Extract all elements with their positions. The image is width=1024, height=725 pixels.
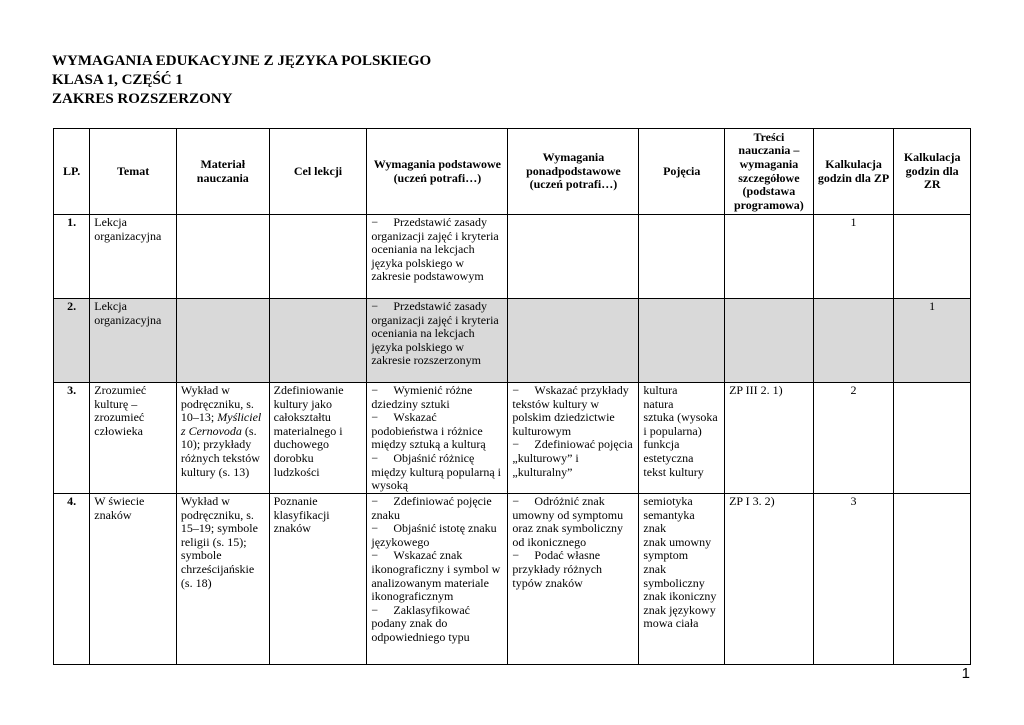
cell-lp: 4.: [54, 494, 90, 665]
cell-temat: W świecie znaków: [90, 494, 177, 665]
podstawowe-item-text: Zdefiniować pojęcie znaku: [371, 494, 492, 522]
podstawowe-item-text: Wskazać podobieństwa i różnice między sztuką a kulturą: [371, 410, 486, 452]
cell-ponadpodstawowe: [508, 383, 639, 494]
ponadpodstawowe-item-text: Odróżnić znak umowny od symptomu oraz znak symboliczny od ikonicznego: [512, 494, 624, 549]
table-row: [54, 494, 971, 665]
cell-podstawowe: [367, 494, 508, 665]
podstawowe-item: [371, 522, 503, 549]
podstawowe-item: [371, 549, 503, 603]
ponadpodstawowe-item-text: Podać własne przykłady różnych typów znaków: [512, 548, 603, 590]
podstawowe-item-text: Objaśnić istotę znaku językowego: [371, 521, 497, 549]
pojecie-item: znak umowny: [643, 534, 712, 549]
cell-material: [176, 215, 269, 299]
header-material: Materiał nauczania: [176, 129, 269, 215]
dash-bullet: −: [371, 494, 379, 508]
ponadpodstawowe-item-text: Zdefiniować pojęcia „kulturowy” i „kulturalny”: [512, 437, 633, 479]
material-italic-title: Myśliciel z Cernovoda: [180, 410, 262, 438]
cell-temat: Zrozumieć kulturę – zrozumieć człowieka: [90, 383, 177, 494]
podstawowe-item: [371, 604, 503, 645]
podstawowe-item-text: Wymienić różne dziedziny sztuki: [371, 383, 473, 411]
cell-pojecia: [639, 383, 725, 494]
dash-bullet: −: [371, 602, 379, 617]
cell-tresci: ZP III 2. 1): [725, 383, 814, 494]
cell-zr: 1: [894, 299, 971, 383]
cell-pojecia: [639, 299, 725, 383]
cell-lp: 2.: [54, 299, 90, 383]
pojecie-item: znak: [643, 521, 667, 536]
header-ponadpodstawowe: [508, 129, 639, 215]
table-body: [54, 215, 971, 665]
cell-zp: [813, 299, 894, 383]
header-zr: Kalkulacja godzin dla ZR: [894, 129, 971, 215]
dash-bullet: −: [512, 494, 520, 508]
title-line-3: ZAKRES ROZSZERZONY: [52, 91, 233, 107]
title-line-1: WYMAGANIA EDUKACYJNE Z JĘZYKA POLSKIEGO: [52, 53, 432, 69]
cell-material: [176, 494, 269, 665]
pojecie-item: semiotyka: [643, 494, 693, 508]
cell-zp: 3: [813, 494, 894, 665]
podstawowe-item: [371, 411, 503, 452]
podstawowe-item-text: Przedstawić zasady organizacji zajęć i kryteria oceniania na lekcjach języka polskiego w zakresie podstawowym: [371, 215, 499, 284]
cell-ponadpodstawowe: [508, 299, 639, 383]
cell-cel: [269, 215, 367, 299]
dash-bullet: −: [371, 410, 379, 425]
pojecie-item: kultura: [643, 383, 678, 397]
dash-bullet: −: [371, 548, 379, 563]
cell-temat: Lekcja organizacyjna: [90, 299, 177, 383]
podstawowe-item: [371, 452, 503, 493]
material-text-tail: (s. 10); przykłady różnych tekstów kultury (s. 13): [180, 423, 260, 479]
podstawowe-item: [371, 495, 503, 522]
cell-lp: 3.: [54, 383, 90, 494]
material-text: Wykład w podręczniku, s. 15–19; symbole religii (s. 15); symbole chrześcijańskie (s. 18): [180, 494, 258, 590]
cell-tresci: [725, 215, 814, 299]
ponadpodstawowe-item: [512, 495, 634, 549]
requirements-table: [53, 128, 971, 665]
pojecie-item: natura: [643, 396, 674, 411]
ponadpodstawowe-item-text: Wskazać przykłady tekstów kultury w polskim dziedzictwie kulturowym: [512, 383, 629, 438]
document-title: [52, 52, 431, 109]
pojecie-item: semantyka: [643, 507, 695, 522]
cell-temat: Lekcja organizacyjna: [90, 215, 177, 299]
pojecie-item: mowa ciała: [643, 616, 699, 631]
podstawowe-item: [371, 384, 503, 411]
title-line-2: KLASA 1, CZĘŚĆ 1: [52, 72, 183, 88]
pojecie-item: znak symboliczny: [643, 561, 705, 590]
cell-pojecia: [639, 215, 725, 299]
header-ponadpodstawowe-note: (uczeń potrafi…): [529, 177, 618, 192]
header-ponadpodstawowe-label: Wymagania ponadpodstawowe: [526, 150, 621, 178]
header-podstawowe-label: Wymagania podstawowe: [373, 156, 501, 171]
header-cel: Cel lekcji: [269, 129, 367, 215]
ponadpodstawowe-item: [512, 384, 634, 438]
header-row: [54, 129, 971, 215]
podstawowe-item-text: Objaśnić różnicę między kulturą popularną i wysoką: [371, 450, 501, 493]
cell-podstawowe: [367, 215, 508, 299]
pojecie-item: znak językowy: [643, 602, 716, 617]
cell-podstawowe: [367, 299, 508, 383]
podstawowe-item-text: Zaklasyfikować podany znak do odpowiedniego typu: [371, 602, 470, 644]
cell-podstawowe: [367, 383, 508, 494]
podstawowe-item: [371, 216, 503, 284]
header-temat: Temat: [90, 129, 177, 215]
cell-tresci: [725, 299, 814, 383]
ponadpodstawowe-item: [512, 438, 634, 479]
header-lp: LP.: [54, 129, 90, 215]
table-row: [54, 215, 971, 299]
dash-bullet: −: [512, 437, 520, 452]
cell-cel: Zdefiniowanie kultury jako całokształtu materialnego i duchowego dorobku ludzkości: [269, 383, 367, 494]
cell-material: [176, 299, 269, 383]
cell-cel: [269, 299, 367, 383]
pojecie-item: tekst kultury: [643, 464, 704, 479]
header-zp: Kalkulacja godzin dla ZP: [813, 129, 894, 215]
cell-tresci: ZP I 3. 2): [725, 494, 814, 665]
podstawowe-item: [371, 300, 503, 368]
cell-zr: [894, 383, 971, 494]
cell-cel: Poznanie klasyfikacji znaków: [269, 494, 367, 665]
cell-pojecia: [639, 494, 725, 665]
pojecie-item: symptom: [643, 548, 689, 563]
material-text: Wykład w podręczniku, s. 10–13;: [180, 383, 254, 425]
cell-zp: 2: [813, 383, 894, 494]
cell-ponadpodstawowe: [508, 215, 639, 299]
header-pojecia: Pojęcia: [639, 129, 725, 215]
dash-bullet: −: [371, 450, 379, 465]
dash-bullet: −: [512, 383, 520, 397]
header-tresci: Treści nauczania – wymagania szczegółowe (podstawa programowa): [725, 129, 814, 215]
cell-lp: 1.: [54, 215, 90, 299]
podstawowe-item-text: Wskazać znak ikonograficzny i symbol w analizowanym materiale ikonograficznym: [371, 548, 501, 604]
table-row: [54, 383, 971, 494]
pojecie-item: sztuka (wysoka i popularna): [643, 410, 718, 438]
cell-material: [176, 383, 269, 494]
table-row: [54, 299, 971, 383]
cell-ponadpodstawowe: [508, 494, 639, 665]
cell-zp: 1: [813, 215, 894, 299]
dash-bullet: −: [371, 215, 379, 229]
pojecie-item: funkcja estetyczna: [643, 437, 694, 465]
cell-zr: [894, 494, 971, 665]
header-podstawowe-note: (uczeń potrafi…): [393, 170, 482, 185]
dash-bullet: −: [371, 299, 379, 313]
page-number: 1: [961, 665, 970, 682]
header-podstawowe: [367, 129, 508, 215]
cell-zr: [894, 215, 971, 299]
dash-bullet: −: [512, 548, 520, 563]
ponadpodstawowe-item: [512, 549, 634, 590]
dash-bullet: −: [371, 521, 379, 536]
dash-bullet: −: [371, 383, 379, 397]
pojecie-item: znak ikoniczny: [643, 589, 717, 604]
podstawowe-item-text: Przedstawić zasady organizacji zajęć i kryteria oceniania na lekcjach języka polskiego w zakresie rozszerzonym: [371, 299, 499, 368]
